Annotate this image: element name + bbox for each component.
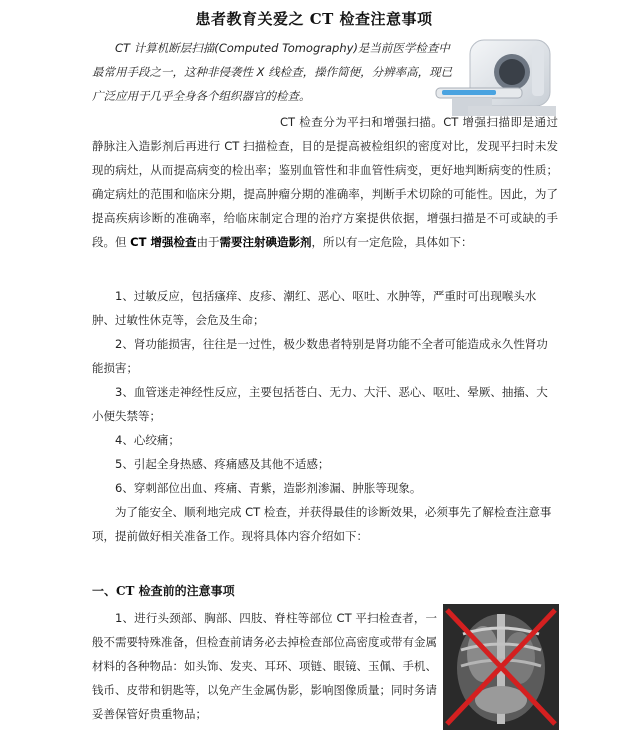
risk-list <box>92 284 558 548</box>
page-title: 患者教育关爱之 CT 检查注意事项 <box>195 10 433 28</box>
list-item: 5、引起全身热感、疼痛感及其他不适感； <box>115 457 330 471</box>
list-item: 3、血管迷走神经性反应，主要包括苍白、无力、大汗、恶心、呕吐、晕厥、抽搐、大小便失禁等； <box>92 385 548 423</box>
p1-text: CT 检查分为平扫和增强扫描。CT 增强扫描即是通过静脉注入造影剂后再进行 CT 扫描检查，目的是提高被检组织的密度对比，发现平扫时未发现的病灶，从而提高病变的检出率；鉴别血管性和非血管性病变，更好地判断病变的性质；确定病灶的范围和临床分期，提高肿瘤分期的准确率，判断手术切除的可能性。因此，为了提高疾病诊断的准确率，给临床制定合理的治疗方案提供依据，增强扫描是不可或缺的手段。但 <box>92 115 558 249</box>
list-item: 1、过敏反应，包括瘙痒、皮疹、潮红、恶心、呕吐、水肿等，严重时可出现喉头水肿、过敏性休克等，会危及生命； <box>92 289 537 327</box>
ct-enhanced-paragraph <box>92 110 558 254</box>
xray-crossed-image <box>443 604 559 730</box>
p1-bold-ct-enhanced: CT 增强检查 <box>130 235 197 249</box>
section1-item1: 1、进行头颈部、胸部、四肢、脊柱等部位 CT 平扫检查者，一般不需要特殊准备，但检查前请务必去掉检查部位高密度或带有金属材料的各种物品：如头饰、发夹、耳环、项链、眼镜、玉佩、手机、钱币、皮带和钥匙等，以免产生金属伪影，影响图像质量；同时务请妥善保管好贵重物品； <box>92 611 437 721</box>
list-item: 6、穿刺部位出血、疼痛、青紫，造影剂渗漏、肿胀等现象。 <box>115 481 422 495</box>
section-heading-before-ct: 一、CT 检查前的注意事项 <box>92 584 235 598</box>
closing-paragraph: 为了能安全、顺利地完成 CT 检查，并获得最佳的诊断效果，必须事先了解检查注意事项，提前做好相关准备工作。现将具体内容介绍如下： <box>92 505 552 543</box>
list-item: 2、肾功能损害，往往是一过性，极少数患者特别是肾功能不全者可能造成永久性肾功能损害； <box>92 337 548 375</box>
intro-paragraph: CT 计算机断层扫描(Computed Tomography)是当前医学检查中最常用手段之一，这种非侵袭性 X 线检查，操作简便，分辨率高，现已广泛应用于几乎全身各个组织器官的检查。 <box>92 41 453 103</box>
p1-text-3: ，所以有一定危险，具体如下： <box>311 235 473 249</box>
p1-text-2: 由于 <box>196 235 220 249</box>
p1-bold-contrast: 需要注射碘造影剂 <box>219 235 312 249</box>
list-item: 4、心绞痛； <box>115 433 180 447</box>
ct-scanner-image <box>432 36 556 120</box>
